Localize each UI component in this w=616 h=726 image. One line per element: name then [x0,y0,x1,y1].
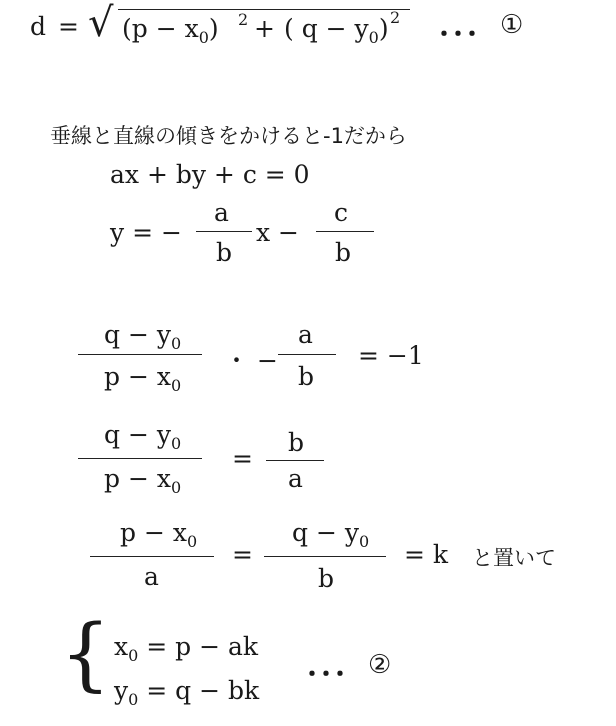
eq1-dots: ･･･ [438,20,480,48]
sqrt-vinculum [118,9,410,10]
eq1-exp1: 2 [238,10,249,29]
slope-frac1-line [196,231,252,232]
product-dot: ・ − [224,346,278,375]
ratio-equals: = [232,444,253,473]
k-den2: b [318,564,335,593]
perpendicular-note: 垂線と直線の傾きをかけると-1だから [50,124,407,148]
system-row-2: $y_0 = q$ − bk [114,676,260,709]
ratio-num2: b [288,428,305,457]
left-brace-icon: { [60,607,111,700]
k-den: a [144,562,159,591]
k-frac-line [90,556,214,557]
eq1-lhs: d [30,12,47,41]
ratio-frac2-line [266,460,324,461]
product-frac-line [78,354,202,355]
line-equation: ax + by + c = 0 [110,160,310,189]
k-num: $p - x_0$ [120,518,198,551]
k-frac2-line [264,556,386,557]
sqrt-icon: √ [88,0,114,46]
slope-den2: b [335,238,352,267]
slope-lhs: y = − [110,218,182,247]
k-equals: = [232,540,253,569]
product-frac2-line [278,354,336,355]
system-dots: ･･･ [306,660,348,688]
k-num2: $q - y_0$ [292,518,370,551]
equation-marker-1: ① [500,10,524,40]
eq1-term1: $(p - x_0)$ [122,14,219,47]
product-den2: b [298,362,315,391]
k-tail: と置いて [472,546,556,570]
product-num: $q - y_0$ [104,320,182,353]
ratio-den2: a [288,464,303,493]
ratio-den: $p - x_0$ [104,464,182,497]
system-row-1: $x_0 = p$ − ak [114,632,259,665]
equation-marker-2: ② [368,650,392,680]
slope-frac2-line [316,231,374,232]
ratio-num: $q - y_0$ [104,420,182,453]
slope-num2: c [334,198,349,227]
eq1-exp2: 2 [390,8,401,27]
product-den: $p - x_0$ [104,362,182,395]
eq1-equals: = [58,12,79,41]
slope-mid: x − [256,218,299,247]
ratio-frac-line [78,458,202,459]
slope-num1: a [214,198,229,227]
eq1-plus: + [254,14,275,43]
slope-den1: b [216,238,233,267]
k-rhs: = k [404,540,449,569]
product-rhs: = −1 [358,341,424,370]
product-num2: a [298,320,313,349]
eq1-term2: ( $q - y_0$) [284,14,389,47]
